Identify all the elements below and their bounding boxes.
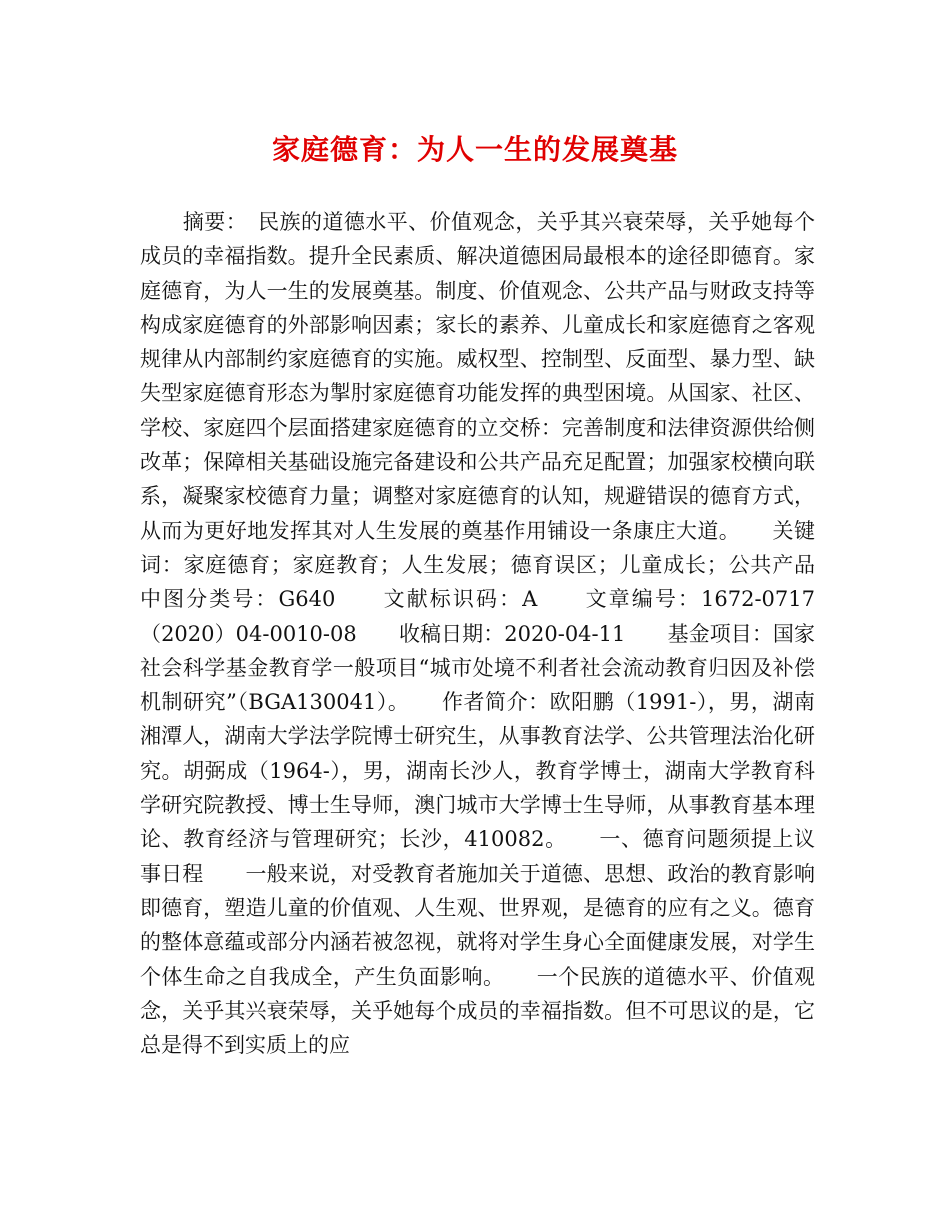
document-body — [140, 205, 857, 1062]
body-paragraph: 摘要： 民族的道德水平、价值观念，关乎其兴衰荣辱，关乎她每个成员的幸福指数。提升全民素质、解决道德困局最根本的途径即德育。家庭德育，为人一生的发展奠基。制度、价值观念、公共产品与财政支持等构成家庭德育的外部影响因素；家长的素养、儿童成长和家庭德育之客观规律从内部制约家庭德育的实施。威权型、控制型、反面型、暴力型、缺失型家庭德育形态为掣肘家庭德育功能发挥的典型困境。从国家、社区、学校、家庭四个层面搭建家庭德育的立交桥：完善制度和法律资源供给侧改革；保障相关基础设施完备建设和公共产品充足配置；加强家校横向联系，凝聚家校德育力量；调整对家庭德育的认知，规避错误的德育方式，从而为更好地发挥其对人生发展的奠基作用铺设一条康庄大道。 关键词：家庭德育；家庭教育；人生发展；德育误区；儿童成长；公共产品 中图分类号：G640 文献标识码：A 文章编号：1672-0717（2020）04-0010-08 收稿日期：2020-04-11 基金项目：国家社会科学基金教育学一般项目“城市处境不利者社会流动教育归因及补偿机制研究”（BGA130041）。 作者简介：欧阳鹏（1991-），男，湖南湘潭人，湖南大学法学院博士研究生，从事教育法学、公共管理法治化研究。胡弼成（1964-），男，湖南长沙人，教育学博士，湖南大学教育科学研究院教授、博士生导师，澳门城市大学博士生导师，从事教育基本理论、教育经济与管理研究；长沙，410082。 一、德育问题须提上议事日程 一般来说，对受教育者施加关于道德、思想、政治的教育影响即德育，塑造儿童的价值观、人生观、世界观，是德育的应有之义。德育的整体意蕴或部分内涵若被忽视，就将对学生身心全面健康发展，对学生个体生命之自我成全，产生负面影响。 一个民族的道德水平、价值观念，关乎其兴衰荣辱，关乎她每个成员的幸福指数。但不可思议的是，它总是得不到实质上的应 — [140, 210, 857, 1058]
document-title: 家庭德育：为人一生的发展奠基 — [271, 133, 678, 166]
